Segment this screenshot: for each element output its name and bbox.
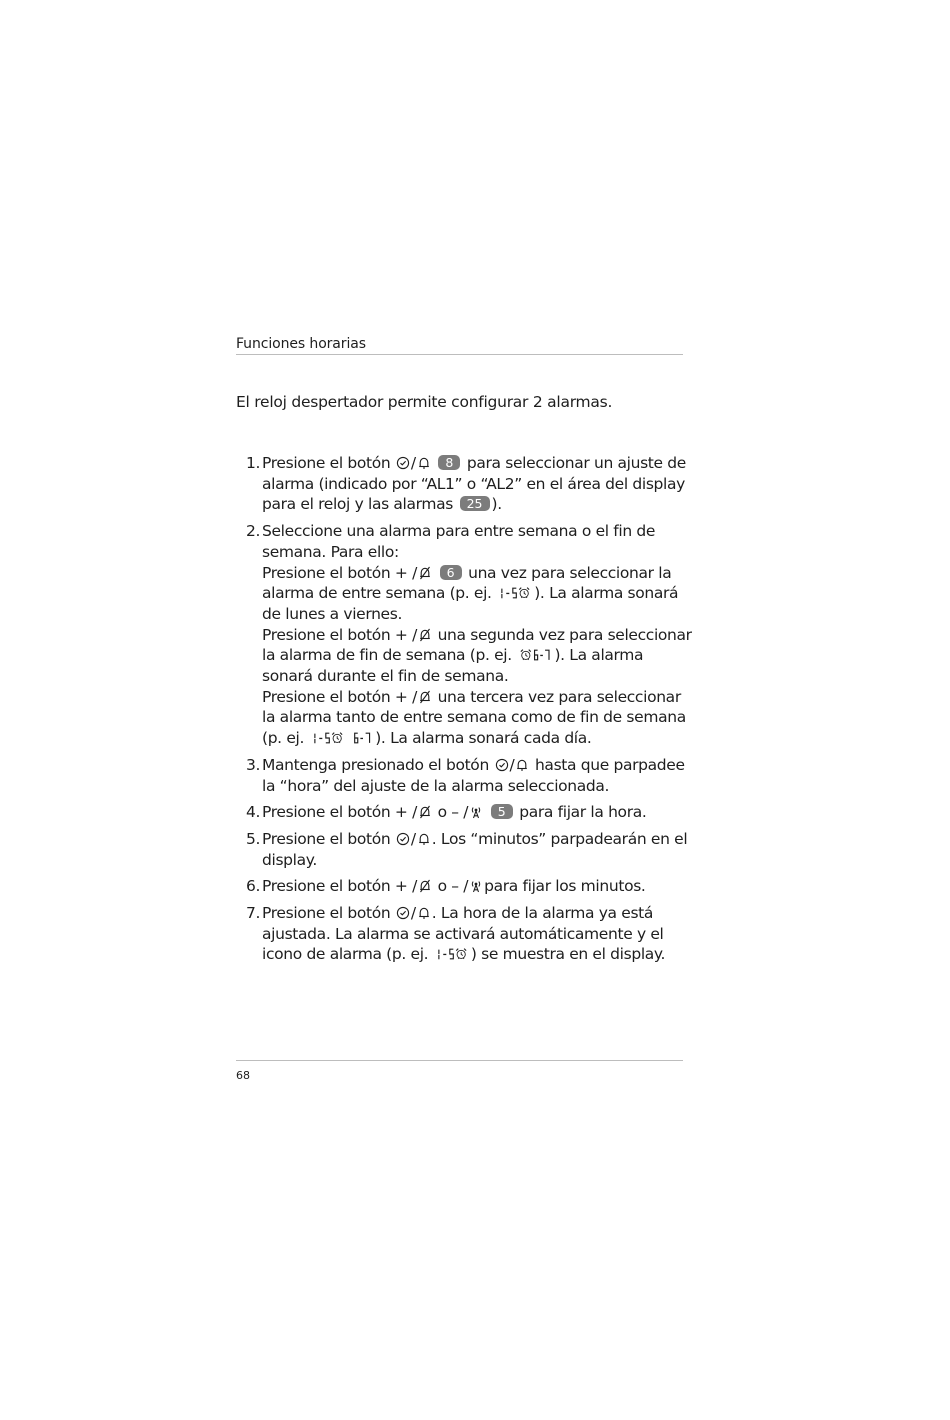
- antenna-icon: [469, 879, 483, 893]
- bell-icon: [417, 906, 431, 920]
- step-number: 4.: [246, 803, 261, 822]
- step-text: ). La alarma sonará durante el fin de semana.: [262, 646, 644, 686]
- step-text: Presione el botón: [262, 829, 391, 848]
- bell-off-icon: [418, 628, 432, 642]
- clock-icon: [396, 832, 410, 846]
- bell-icon: [417, 832, 431, 846]
- bell-off-icon: [418, 566, 432, 580]
- reference-badge: 8: [438, 455, 460, 470]
- step-option-everyday: Presione el botón + / una tercera vez para seleccionar la alarma tanto de entre semana como de fin de semana (p. ej. ). La alarma sonará cada día.: [262, 687, 686, 748]
- bell-off-icon: [418, 805, 432, 819]
- footer-divider: [236, 1060, 683, 1061]
- step-option-weekend: Presione el botón + / una segunda vez para seleccionar la alarma de fin de semana (p. ej. ). La alarma sonará durante el fin de semana.: [262, 625, 692, 686]
- weekend-digits-icon: [352, 731, 374, 745]
- step-text: Presione el botón: [262, 687, 395, 706]
- step-number: 1.: [246, 454, 261, 472]
- step-text: hasta que parpadee la “hora” del ajuste de la alarma seleccionada.: [262, 755, 685, 795]
- step-text: . La hora de la alarma ya está ajustada. La alarma se activará automáticamente y el icono de alarma (p. ej.: [262, 904, 664, 964]
- step-text: Presione el botón: [262, 904, 391, 923]
- step-4: 4. Presione el botón + / o – / 5 para fijar la hora.: [246, 803, 647, 822]
- bell-icon: [417, 456, 431, 470]
- step-text: Presione el botón: [262, 454, 391, 472]
- intro-paragraph: El reloj despertador permite configurar 2 alarmas.: [236, 393, 613, 411]
- step-6: 6. Presione el botón + / o – / para fijar los minutos.: [246, 877, 646, 896]
- step-text: Presione el botón: [262, 563, 395, 582]
- clock-icon: [396, 906, 410, 920]
- step-text: una segunda vez para seleccionar la alarma de fin de semana (p. ej.: [262, 625, 692, 665]
- step-intro: Seleccione una alarma para entre semana o el fin de semana. Para ello:: [262, 522, 656, 561]
- step-number: 6.: [246, 877, 261, 896]
- step-text: ). La alarma sonará cada día.: [375, 729, 592, 748]
- step-7: 7. Presione el botón / . La hora de la alarma ya está ajustada. La alarma se activará automáticamente y el icono de alarma (p. ej. ) se muestra en el display.: [246, 904, 666, 964]
- instruction-list: [236, 453, 696, 971]
- bell-off-icon: [418, 879, 432, 893]
- weekday-alarm-icon: [497, 586, 533, 600]
- step-5: 5. Presione el botón / . Los “minutos” parpadearán en el display.: [246, 829, 688, 869]
- step-text: Presione el botón: [262, 803, 395, 822]
- step-text: o – /: [433, 803, 469, 822]
- step-text: Presione el botón: [262, 877, 395, 896]
- step-text: ) se muestra en el display.: [470, 945, 666, 964]
- bell-off-icon: [418, 690, 432, 704]
- weekday-alarm-icon: [434, 947, 470, 961]
- step-text: una vez para seleccionar la alarma de entre semana (p. ej.: [262, 563, 672, 603]
- step-number: 3.: [246, 755, 261, 774]
- weekend-alarm-icon: [517, 648, 553, 662]
- page-number: 68: [236, 1069, 250, 1082]
- step-text: Mantenga presionado el botón: [262, 755, 489, 774]
- section-title: Funciones horarias: [236, 336, 366, 352]
- clock-icon: [495, 758, 509, 772]
- step-text: para fijar la hora.: [514, 803, 647, 822]
- header-divider: [236, 354, 683, 355]
- reference-badge: 5: [491, 804, 513, 819]
- step-text: o – /: [433, 877, 469, 896]
- clock-icon: [396, 456, 410, 470]
- step-text: para seleccionar un ajuste de alarma (indicado por “AL1” o “AL2” en el área del display para el reloj y las alarmas: [262, 454, 686, 514]
- step-option-weekday: Presione el botón + / 6 una vez para seleccionar la alarma de entre semana (p. ej. ). La alarma sonará de lunes a viernes.: [262, 563, 679, 623]
- step-text: para fijar los minutos.: [484, 877, 646, 896]
- reference-badge: 6: [440, 565, 462, 580]
- step-3: 3. Mantenga presionado el botón / hasta que parpadee la “hora” del ajuste de la alarma seleccionada.: [246, 755, 685, 795]
- weekday-alarm-icon: [310, 731, 346, 745]
- step-number: 7.: [246, 904, 261, 923]
- bell-icon: [515, 758, 529, 772]
- step-number: 2.: [246, 522, 261, 541]
- step-text: una tercera vez para seleccionar la alarma tanto de entre semana como de fin de semana (p. ej.: [262, 687, 686, 748]
- step-text: ). La alarma sonará de lunes a viernes.: [262, 584, 679, 623]
- reference-badge: 25: [460, 496, 490, 511]
- antenna-icon: [469, 805, 483, 819]
- step-text: ).: [491, 495, 502, 514]
- step-number: 5.: [246, 829, 261, 848]
- step-2: [236, 521, 696, 749]
- step-1: 1. Presione el botón / 8 para seleccionar un ajuste de alarma (indicado por “AL1” o “AL2” en el área del display para el reloj y las alarmas 25 ).: [246, 454, 686, 514]
- step-text: Presione el botón: [262, 625, 395, 644]
- step-text: . Los “minutos” parpadearán en el display.: [262, 829, 688, 869]
